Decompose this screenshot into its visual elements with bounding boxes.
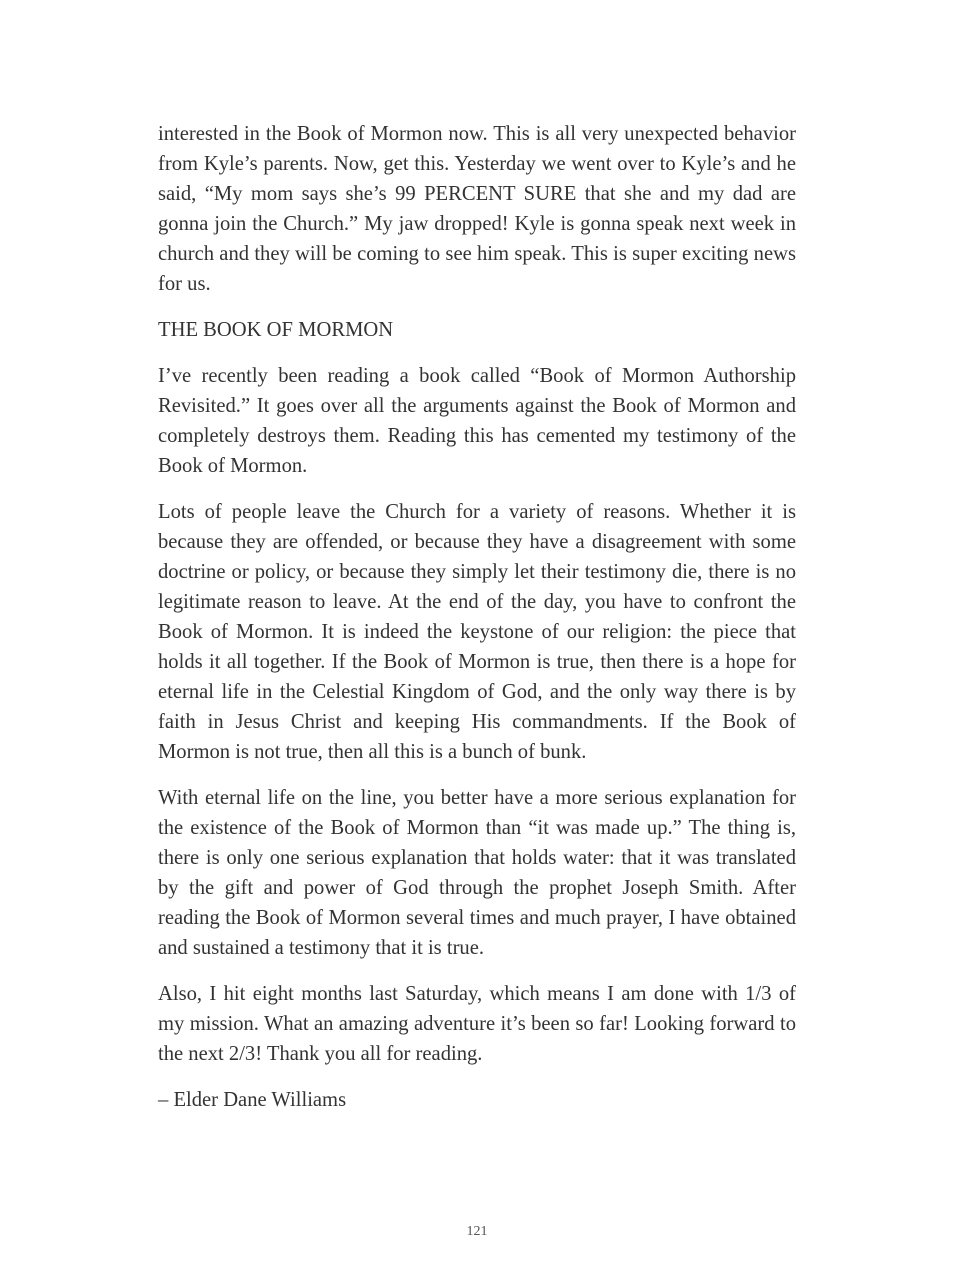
paragraph-4: Also, I hit eight months last Saturday, which means I am done with 1/3 of my mission. What an amazing adventure it’s been so far! Looking forward to the next 2/3! Thank you all for reading.: [158, 983, 796, 1065]
signature: – Elder Dane Williams: [158, 1089, 347, 1111]
page-body: [158, 119, 796, 1115]
paragraph-continued: interested in the Book of Mormon now. This is all very unexpected behavior from Kyle’s parents. Now, get this. Yesterday we went over to Kyle’s and he said, “My mom says she’s 99 PERCENT SURE that she and my dad are gonna join the Church.” My jaw dropped! Kyle is gonna speak next week in church and they will be coming to see him speak. This is super exciting news for us.: [158, 123, 796, 295]
paragraph-1: I’ve recently been reading a book called “Book of Mormon Authorship Revisited.” It goes over all the arguments against the Book of Mormon and completely destroys them. Reading this has cemented my testimony of the Book of Mormon.: [158, 365, 796, 477]
section-heading: THE BOOK OF MORMON: [158, 319, 394, 341]
paragraph-3: With eternal life on the line, you better have a more serious explanation for the existence of the Book of Mormon than “it was made up.” The thing is, there is only one serious explanation that holds water: that it was translated by the gift and power of God through the prophet Joseph Smith. After reading the Book of Mormon several times and much prayer, I have obtained and sustained a testimony that it is true.: [158, 787, 796, 959]
page-number: 121: [466, 1224, 488, 1239]
paragraph-2: Lots of people leave the Church for a variety of reasons. Whether it is because they are offended, or because they have a disagreement with some doctrine or policy, or because they simply let their testimony die, there is no legitimate reason to leave. At the end of the day, you have to confront the Book of Mormon. It is indeed the keystone of our religion: the piece that holds it all together. If the Book of Mormon is true, then there is a hope for eternal life in the Celestial Kingdom of God, and the only way there is by faith in Jesus Christ and keeping His commandments. If the Book of Mormon is not true, then all this is a bunch of bunk.: [158, 501, 796, 763]
